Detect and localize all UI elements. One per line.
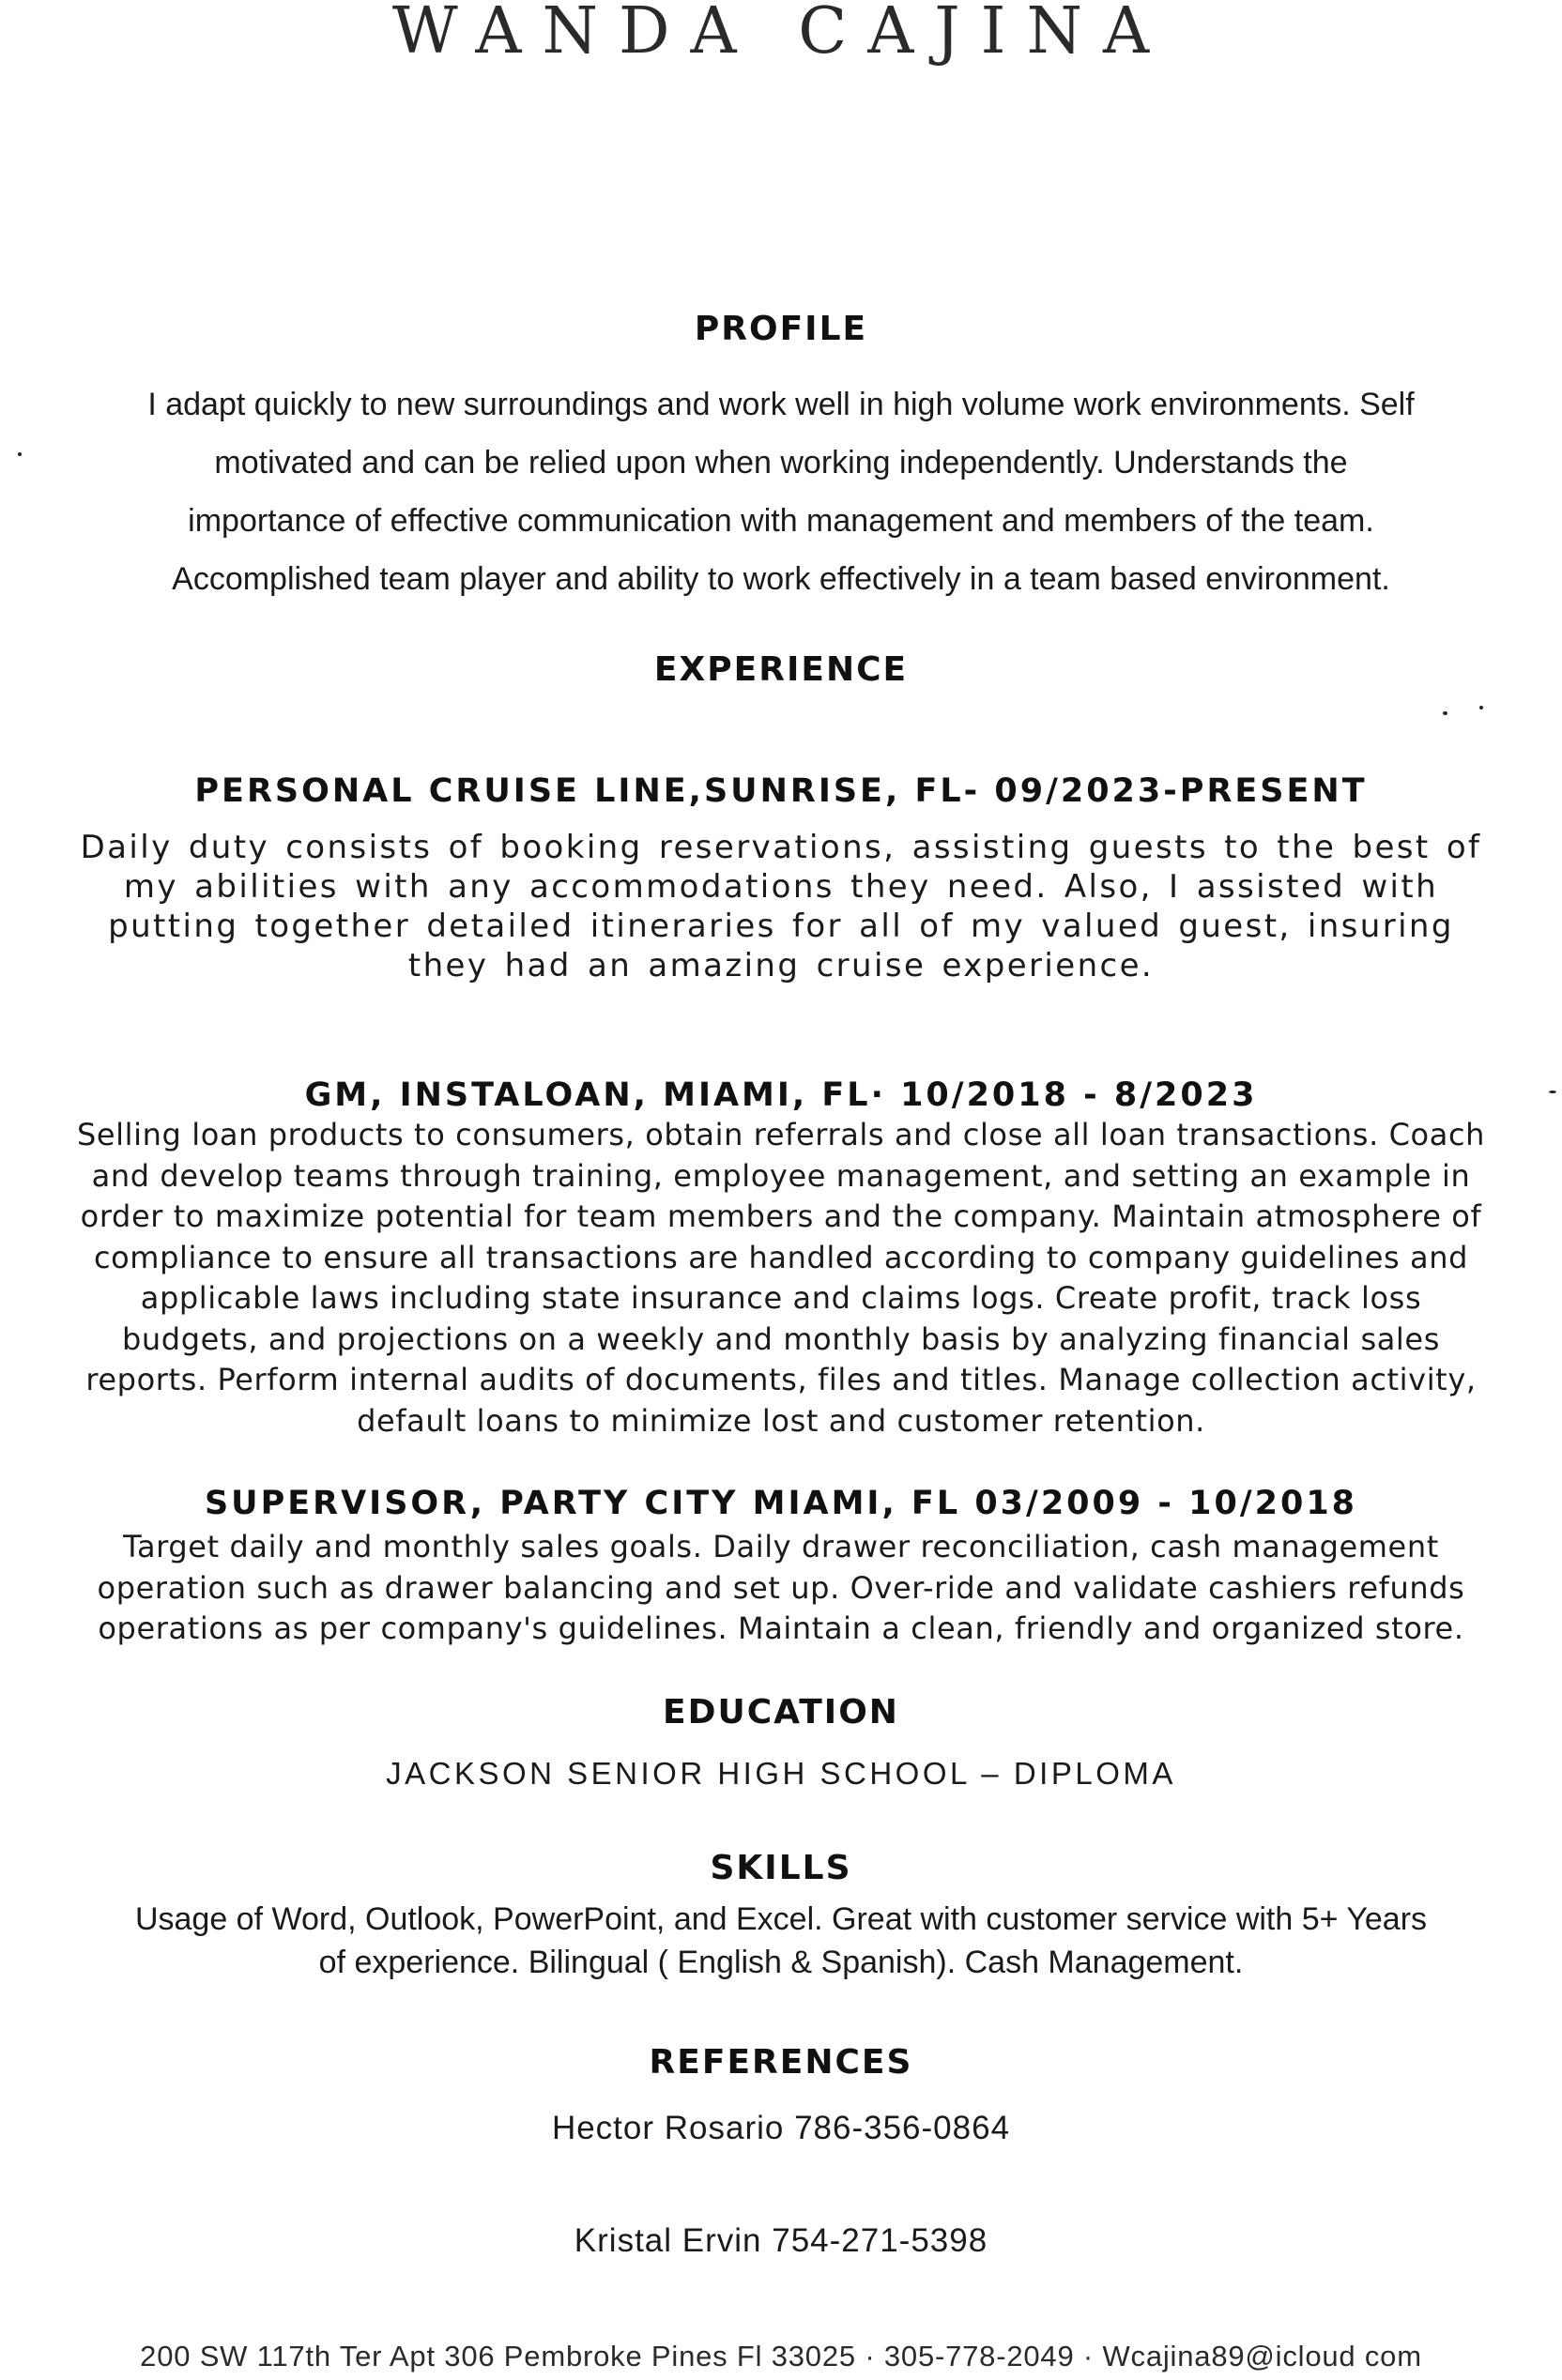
job-description (0, 1115, 1562, 1442)
scan-speck (1549, 1091, 1556, 1093)
profile-text (0, 375, 1562, 608)
profile-line: I adapt quickly to new surroundings and work well in high volume work environments. Self (147, 387, 1415, 422)
skills-heading: SKILLS (710, 1849, 852, 1887)
profile-line: Accomplished team player and ability to work effectively in a team based environment. (172, 561, 1390, 597)
job-title: SUPERVISOR, PARTY CITY MIAMI, FL 03/2009 - 10/2018 (204, 1485, 1358, 1522)
job-title: GM, INSTALOAN, MIAMI, FL· 10/2018 - 8/2023 (304, 1076, 1258, 1114)
job-description (0, 1527, 1562, 1650)
job-title: PERSONAL CRUISE LINE,SUNRISE, FL- 09/2023-PRESENT (194, 772, 1368, 810)
profile-heading: PROFILE (694, 310, 868, 348)
job-description-line: default loans to minimize lost and customer retention. (357, 1402, 1205, 1439)
job-description-line: budgets, and projections on a weekly and monthly basis by analyzing financial sales (122, 1320, 1440, 1357)
contact-footer: 200 SW 117th Ter Apt 306 Pembroke Pines Fl 33025 · 305-778-2049 · Wcajina89@icloud com (140, 2340, 1422, 2372)
skills-text (0, 1898, 1562, 1984)
job-description-line: operation such as drawer balancing and set up. Over-ride and validate cashiers refunds (97, 1569, 1465, 1606)
profile-line: importance of effective communication with management and members of the team. (188, 503, 1374, 539)
job-description-line: compliance to ensure all transactions are handled according to company guidelines and (93, 1239, 1469, 1275)
skills-line: of experience. Bilingual ( English & Spanish). Cash Management. (318, 1945, 1244, 1980)
job-description-line: operations as per company's guidelines. Maintain a clean, friendly and organized store. (98, 1610, 1464, 1646)
applicant-name: WANDA CAJINA (391, 0, 1171, 69)
skills-line: Usage of Word, Outlook, PowerPoint, and Excel. Great with customer service with 5+ Years (134, 1901, 1428, 1937)
experience-heading: EXPERIENCE (653, 650, 909, 689)
profile-line: motivated and can be relied upon when working independently. Understands the (214, 445, 1348, 481)
reference-entry: Kristal Ervin 754-271-5398 (574, 2222, 988, 2259)
scan-speck (1443, 711, 1447, 715)
job-description-line: Selling loan products to consumers, obtain referrals and close all loan transactions. Coach (76, 1117, 1486, 1152)
references-heading: REFERENCES (649, 2043, 913, 2082)
education-entry: JACKSON SENIOR HIGH SCHOOL – DIPLOMA (386, 1756, 1176, 1791)
job-description-line: applicable laws including state insurance and claims logs. Create profit, track loss (140, 1280, 1422, 1316)
reference-entry: Hector Rosario 786-356-0864 (551, 2110, 1011, 2146)
job-description-line: my abilities with any accommodations they need. Also, I assisted with (123, 868, 1439, 906)
job-description-line: Daily duty consists of booking reservations, assisting guests to the best of (80, 829, 1482, 866)
job-description-line: putting together detailed itineraries for all of my valued guest, insuring (108, 908, 1454, 945)
job-description-line: they had an amazing cruise experience. (407, 947, 1155, 984)
job-description-line: Target daily and monthly sales goals. Daily drawer reconciliation, cash management (123, 1529, 1439, 1564)
job-description-line: order to maximize potential for team members and the company. Maintain atmosphere of (80, 1198, 1482, 1234)
scan-speck (18, 452, 22, 456)
job-description-line: reports. Perform internal audits of documents, files and titles. Manage collection activity, (85, 1362, 1477, 1397)
job-description-line: and develop teams through training, employee management, and setting an example in (91, 1157, 1471, 1194)
scan-speck (1479, 706, 1483, 709)
job-description (0, 828, 1562, 985)
education-heading: EDUCATION (663, 1693, 899, 1732)
